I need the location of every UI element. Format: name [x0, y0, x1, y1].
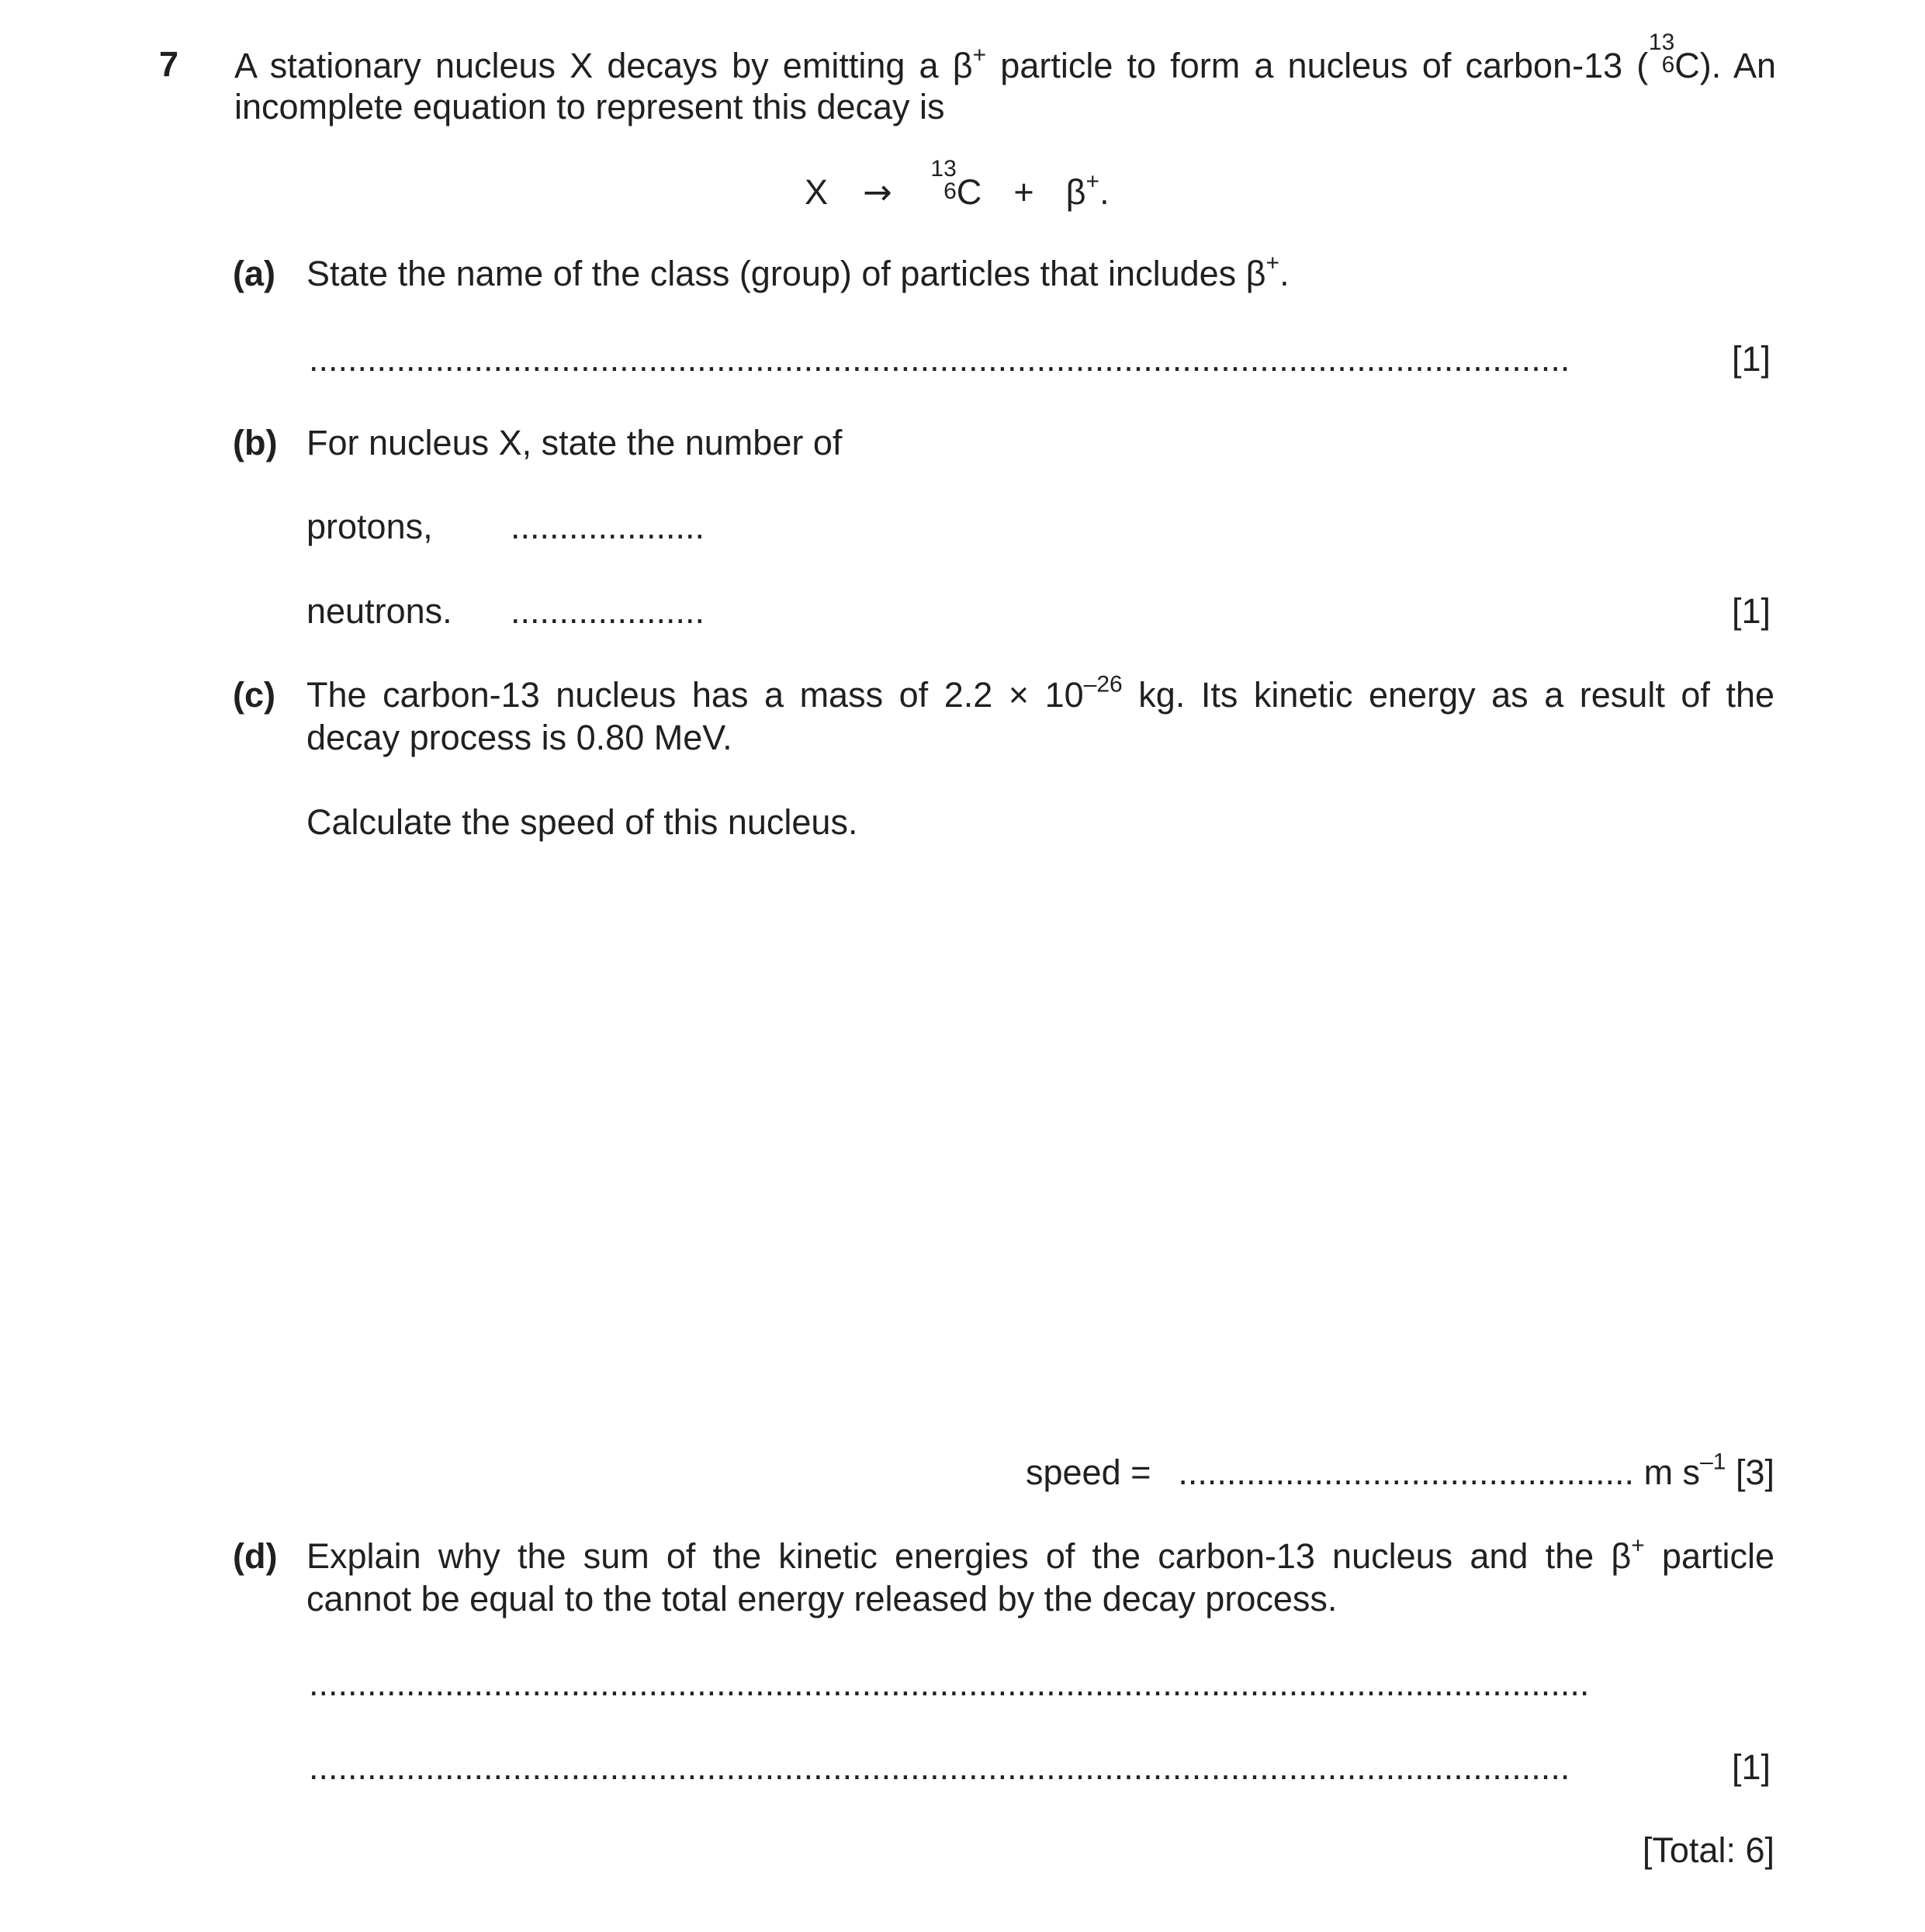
speed-answer-row: [931, 1451, 1774, 1494]
intro-isotope-mass: 13: [1648, 29, 1675, 55]
part-d-beta-sup: +: [1631, 1532, 1645, 1559]
equation-isotope-notation: [930, 156, 957, 204]
decay-equation: [805, 156, 1110, 213]
part-a-text-main: State the name of the class (group) of particles that includes β: [306, 254, 1266, 293]
part-d-line1-b: particle: [1644, 1536, 1774, 1576]
part-c-line1-b: kg. Its kinetic energy as a result of the: [1122, 675, 1774, 715]
protons-label: protons,: [306, 507, 433, 546]
equation-isotope-atomic: 6: [943, 178, 957, 204]
equation-reactant: X: [805, 172, 829, 212]
part-d-answer-line-2[interactable]: ..................................................................................................................................: [309, 1747, 1570, 1787]
part-c-line1-a: The carbon-13 nucleus has a mass of 2.2 × 10: [306, 675, 1084, 715]
part-c-label: (c): [233, 675, 275, 715]
question-intro-line1: [234, 29, 1777, 87]
equation-end: .: [1099, 172, 1110, 212]
neutrons-answer-line[interactable]: ....................: [511, 591, 705, 631]
part-d-marks: [1]: [1732, 1747, 1771, 1787]
part-a-label: (a): [233, 254, 275, 293]
part-c-instruction: Calculate the speed of this nucleus.: [306, 802, 858, 842]
intro-text-b: particle to form a nucleus of carbon-13 (: [986, 46, 1649, 85]
question-number: 7: [159, 44, 179, 84]
intro-text-c: C). An: [1674, 46, 1777, 85]
part-a-beta-sup: +: [1265, 250, 1280, 276]
part-d-label: (d): [233, 1536, 278, 1576]
part-d-line1-a: Explain why the sum of the kinetic energies of the carbon-13 nucleus and the β: [306, 1536, 1632, 1576]
total-marks: [Total: 6]: [1642, 1830, 1774, 1870]
part-d-line1: [306, 1532, 1774, 1577]
protons-answer-line[interactable]: ....................: [511, 507, 705, 546]
part-a-text-end: .: [1279, 254, 1290, 293]
part-c-line1: [306, 673, 1774, 716]
intro-isotope-notation: [1648, 29, 1675, 78]
speed-unit-exponent: –1: [1700, 1449, 1726, 1475]
question-intro-line2: incomplete equation to represent this decay is: [234, 87, 945, 126]
part-b-text: For nucleus X, state the number of: [306, 423, 843, 462]
speed-unit: m s: [1643, 1452, 1701, 1492]
part-a-text: [306, 252, 1290, 295]
equation-particle-sup: +: [1085, 168, 1100, 195]
intro-isotope-atomic: 6: [1661, 51, 1675, 78]
intro-beta-sup: +: [972, 42, 987, 68]
equation-arrow: →: [863, 171, 892, 213]
part-c-marks: [3]: [1735, 1452, 1774, 1492]
working-space[interactable]: [306, 861, 1774, 1435]
part-c-exponent: –26: [1083, 671, 1123, 698]
part-b-label: (b): [233, 423, 278, 462]
speed-answer-prefix: speed =: [1026, 1452, 1151, 1492]
neutrons-label: neutrons.: [306, 591, 452, 631]
speed-answer-line[interactable]: ...............................................: [1178, 1452, 1635, 1492]
part-d-answer-line-1[interactable]: ....................................................................................................................................: [309, 1664, 1590, 1703]
intro-text-a: A stationary nucleus X decays by emitting a β: [234, 46, 973, 85]
part-b-marks: [1]: [1732, 591, 1771, 631]
part-d-line2: cannot be equal to the total energy released by the decay process.: [306, 1579, 1338, 1619]
equation-plus: +: [1013, 172, 1034, 212]
part-a-answer-line[interactable]: ..................................................................................................................................: [309, 339, 1570, 379]
part-a-marks: [1]: [1732, 339, 1771, 379]
equation-product-symbol: C: [956, 172, 982, 212]
part-c-line2: decay process is 0.80 MeV.: [306, 718, 732, 757]
equation-isotope-mass: 13: [930, 156, 957, 182]
equation-particle: β: [1065, 172, 1086, 212]
